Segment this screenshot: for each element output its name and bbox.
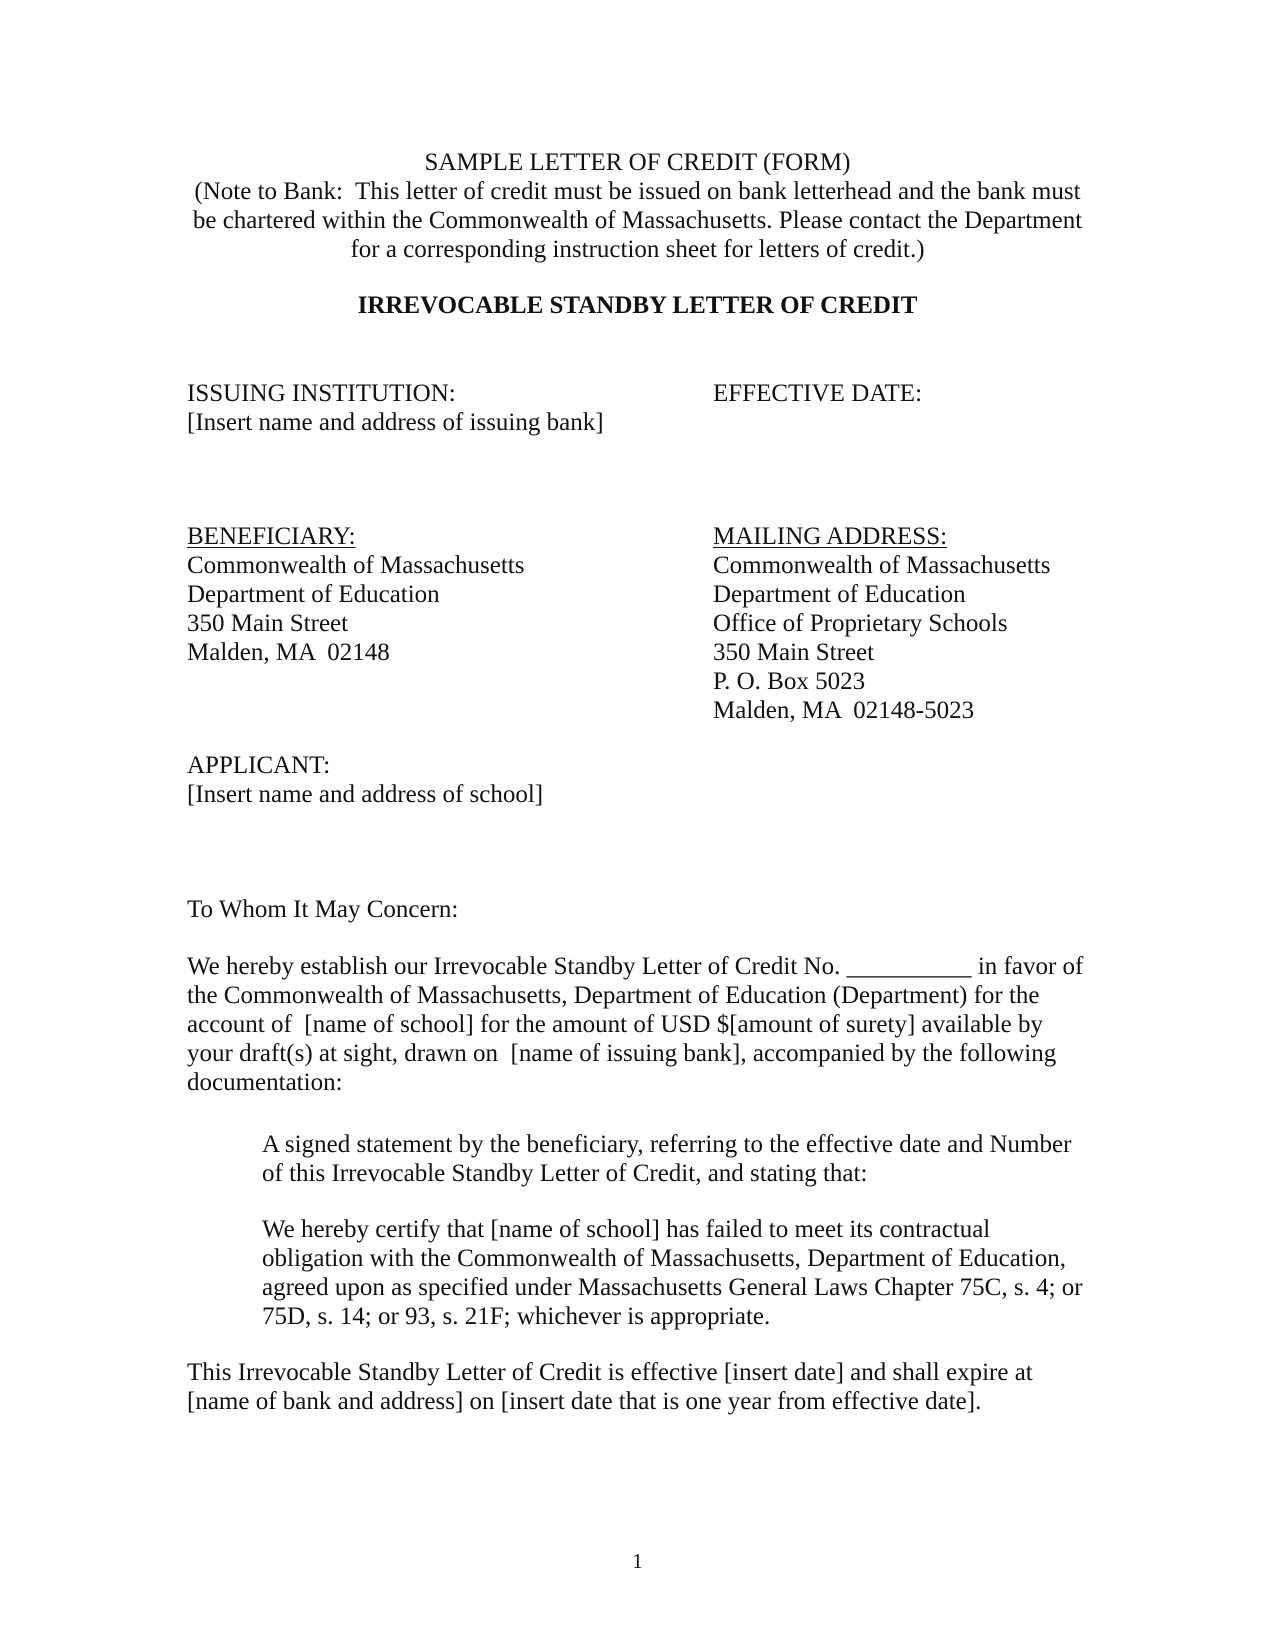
- issuing-institution-label: ISSUING INSTITUTION:: [187, 380, 456, 407]
- indented-paragraph: [262, 1130, 1071, 1188]
- mailing-address-line: Department of Education: [713, 581, 966, 608]
- beneficiary-line: Malden, MA 02148: [187, 639, 390, 666]
- effective-date-label: EFFECTIVE DATE:: [713, 380, 923, 407]
- effective-date-section: [713, 379, 922, 408]
- paragraph-line: We hereby establish our Irrevocable Standby Letter of Credit No. __________ in favor of: [187, 953, 1084, 980]
- issuing-institution-section: [187, 379, 604, 437]
- header-line: be chartered within the Commonwealth of Massachusetts. Please contact the Department: [192, 207, 1083, 234]
- body-paragraph: [187, 1358, 1033, 1416]
- paragraph-line: obligation with the Commonwealth of Massachusetts, Department of Education,: [262, 1245, 1067, 1272]
- beneficiary-section: [187, 522, 524, 667]
- paragraph-line: account of [name of school] for the amount of USD $[amount of surety] available by: [187, 1011, 1043, 1038]
- indented-paragraph: [262, 1215, 1083, 1331]
- applicant-label: APPLICANT:: [187, 752, 331, 779]
- beneficiary-line: Commonwealth of Massachusetts: [187, 552, 525, 579]
- beneficiary-label: BENEFICIARY:: [187, 523, 356, 550]
- page-number: 1: [632, 1549, 643, 1573]
- beneficiary-line: Department of Education: [187, 581, 440, 608]
- mailing-address-line: 350 Main Street: [713, 639, 875, 666]
- mailing-address-line: Office of Proprietary Schools: [713, 610, 1008, 637]
- body-paragraph: [187, 952, 1083, 1097]
- document-title: IRREVOCABLE STANDBY LETTER OF CREDIT: [357, 292, 918, 319]
- header-line: (Note to Bank: This letter of credit must be issued on bank letterhead and the bank must: [194, 178, 1081, 205]
- issuing-institution-value: [Insert name and address of issuing bank]: [187, 409, 604, 436]
- paragraph-line: your draft(s) at sight, drawn on [name of issuing bank], accompanied by the following: [187, 1040, 1057, 1067]
- salutation: To Whom It May Concern:: [187, 896, 459, 923]
- mailing-address-label: MAILING ADDRESS:: [713, 523, 948, 550]
- paragraph-line: documentation:: [187, 1069, 343, 1096]
- paragraph-line: [name of bank and address] on [insert date that is one year from effective date].: [187, 1388, 982, 1415]
- document-header: [0, 148, 1275, 264]
- applicant-value: [Insert name and address of school]: [187, 781, 544, 808]
- paragraph-line: We hereby certify that [name of school] has failed to meet its contractual: [262, 1216, 991, 1243]
- paragraph-line: of this Irrevocable Standby Letter of Credit, and stating that:: [262, 1160, 868, 1187]
- paragraph-line: A signed statement by the beneficiary, referring to the effective date and Number: [262, 1131, 1072, 1158]
- applicant-section: [187, 751, 543, 809]
- header-line: for a corresponding instruction sheet for letters of credit.): [350, 236, 925, 263]
- paragraph-line: 75D, s. 14; or 93, s. 21F; whichever is appropriate.: [262, 1303, 771, 1330]
- paragraph-line: the Commonwealth of Massachusetts, Department of Education (Department) for the: [187, 982, 1040, 1009]
- paragraph-line: agreed upon as specified under Massachusetts General Laws Chapter 75C, s. 4; or: [262, 1274, 1083, 1301]
- paragraph-line: This Irrevocable Standby Letter of Credit is effective [insert date] and shall expire at: [187, 1359, 1033, 1386]
- beneficiary-line: 350 Main Street: [187, 610, 349, 637]
- mailing-address-section: [713, 522, 1050, 725]
- header-line: SAMPLE LETTER OF CREDIT (FORM): [424, 149, 851, 176]
- mailing-address-line: Commonwealth of Massachusetts: [713, 552, 1051, 579]
- mailing-address-line: P. O. Box 5023: [713, 668, 866, 695]
- mailing-address-line: Malden, MA 02148-5023: [713, 697, 975, 724]
